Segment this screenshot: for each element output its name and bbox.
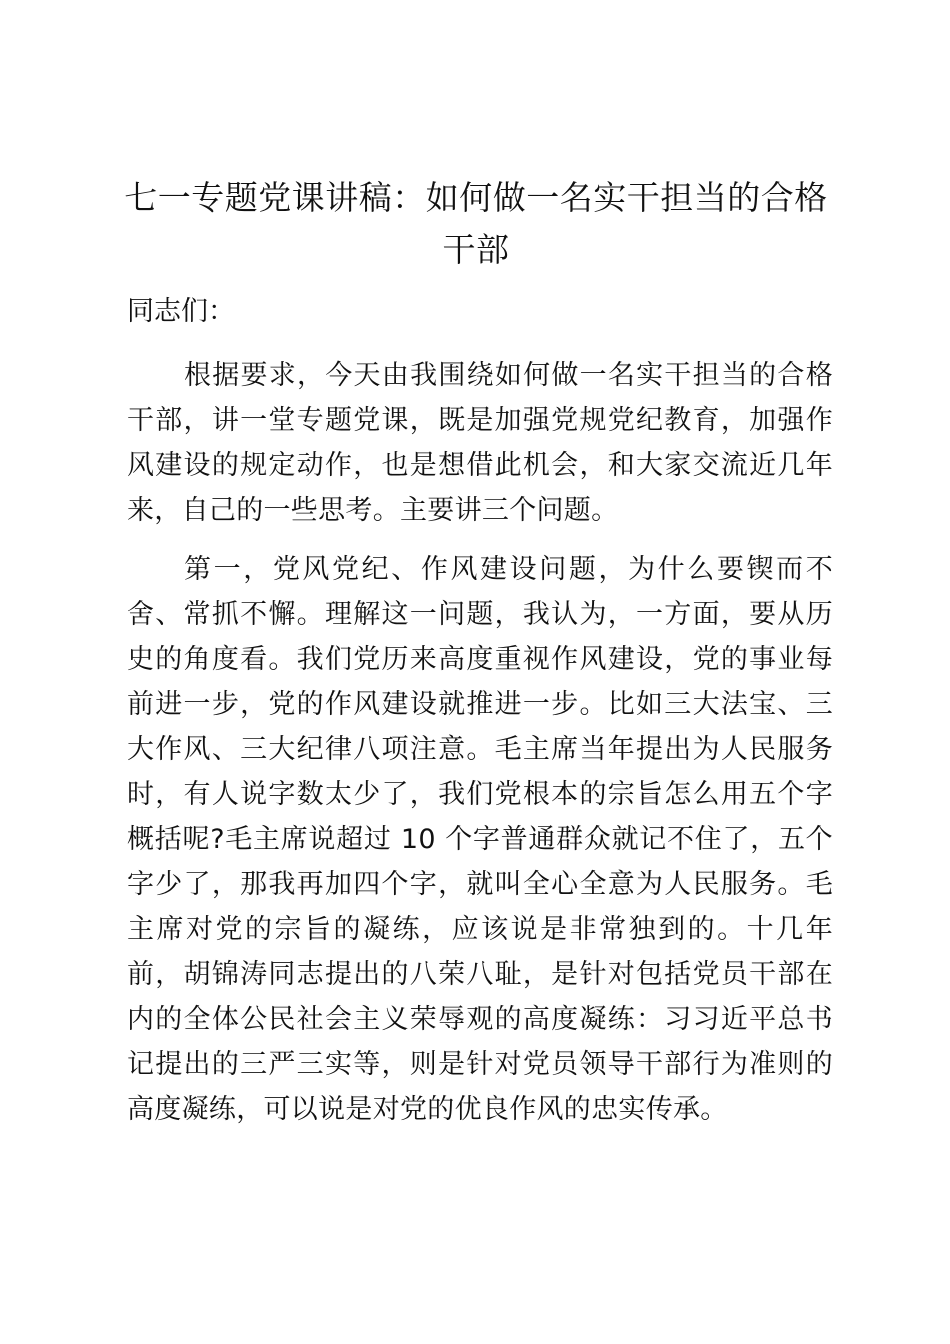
- salutation: 同志们：: [127, 296, 235, 327]
- paragraph-intro: 根据要求，今天由我围绕如何做一名实干担当的合格干部，讲一堂专题党课，既是加强党规党纪教育，加强作风建设的规定动作，也是想借此机会，和大家交流近几年来，自己的一些思考。主要讲三个问题。: [127, 360, 833, 526]
- document-title: 七一专题党课讲稿：如何做一名实干担当的合格干部: [124, 178, 828, 269]
- paragraph-first-point: 第一，党风党纪、作风建设问题，为什么要锲而不舍、常抓不懈。理解这一问题，我认为，一方面，要从历史的角度看。我们党历来高度重视作风建设，党的事业每前进一步，党的作风建设就推进一步。比如三大法宝、三大作风、三大纪律八项注意。毛主席当年提出为人民服务时，有人说字数太少了，我们党根本的宗旨怎么用五个字概括呢?毛主席说超过 10 个字普通群众就记不住了，五个字少了，那我再加四个字，就叫全心全意为人民服务。毛主席对党的宗旨的凝练，应该说是非常独到的。十几年前，胡锦涛同志提出的八荣八耻，是针对包括党员干部在内的全体公民社会主义荣辱观的高度凝练：习习近平总书记提出的三严三实等，则是针对党员领导干部行为准则的高度凝练，可以说是对党的优良作风的忠实传承。: [127, 554, 833, 1125]
